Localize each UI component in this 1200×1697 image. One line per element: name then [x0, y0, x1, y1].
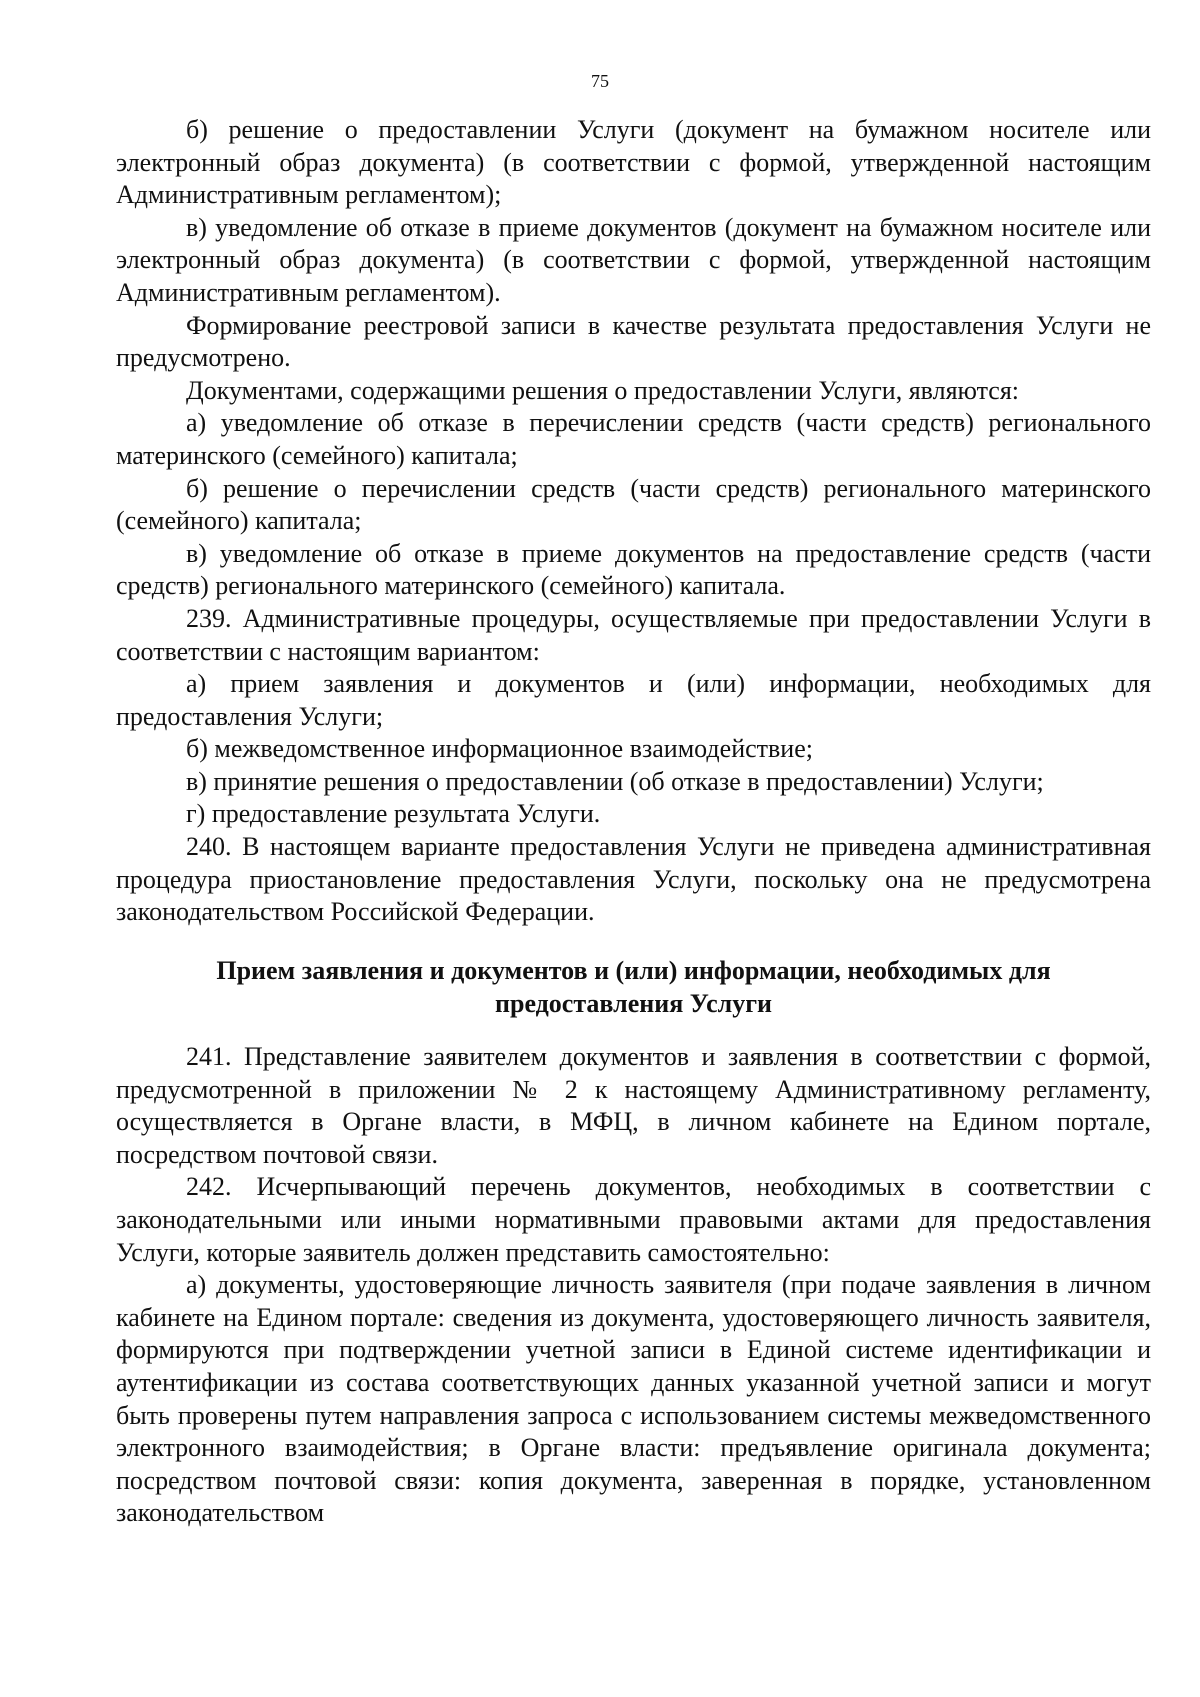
paragraph-decision-doc-a: а) уведомление об отказе в перечислении средств (части средств) регионального материнского (семейного) капитала; — [116, 408, 1151, 470]
paragraph-decision-doc-c: в) уведомление об отказе в приеме документов на предоставление средств (части средств) регионального материнского (семейного) капитала. — [116, 538, 1151, 601]
paragraph-result-decision: б) решение о предоставлении Услуги (документ на бумажном носителе или электронный образ документа) (в соответствии с формой, утвержденной настоящим Административным регламентом); — [116, 115, 1151, 210]
paragraph-241: 241. Представление заявителем документов и заявления в соответствии с формой, предусмотренной в приложении № 2 к настоящему Административному регламенту, осуществляется в Органе власти, в МФЦ, в личном кабинете на Едином портале, посредством почтовой связи. — [116, 1042, 1151, 1169]
paragraph-decision-documents-intro: Документами, содержащими решения о предоставлении Услуги, являются: — [186, 375, 1020, 405]
paragraph-239-c: в) принятие решения о предоставлении (об отказе в предоставлении) Услуги; — [186, 766, 1044, 796]
paragraph-239-d: г) предоставление результата Услуги. — [186, 799, 601, 829]
paragraph-239: 239. Административные процедуры, осуществляемые при предоставлении Услуги в соответствии с настоящим вариантом: — [116, 603, 1151, 666]
page-number: 75 — [591, 71, 609, 91]
paragraph-decision-doc-b: б) решение о перечислении средств (части средств) регионального материнского (семейного) капитала; — [116, 473, 1151, 536]
section-heading — [116, 955, 1151, 1020]
body-text-bottom — [116, 1041, 1151, 1530]
body-text-top — [116, 114, 1151, 929]
section-heading-line-2: предоставления Услуги — [495, 988, 772, 1018]
paragraph-242: 242. Исчерпывающий перечень документов, необходимых в соответствии с законодательными или иными нормативными правовыми актами для предоставления Услуги, которые заявитель должен представить самостоятельно: — [116, 1172, 1151, 1267]
section-heading-line-1: Прием заявления и документов и (или) информации, необходимых для — [216, 956, 1051, 985]
paragraph-239-b: б) межведомственное информационное взаимодействие; — [186, 734, 813, 764]
paragraph-242-a: а) документы, удостоверяющие личность заявителя (при подаче заявления в личном кабинете на Едином портале: сведения из документа, удостоверяющего личность заявителя, формируются при подтверждении учетной записи в Единой системе идентификации и аутентификации из состава соответствующих данных указанной учетной записи и могут быть проверены путем направления запроса с использованием системы межведомственного электронного взаимодействия; в Органе власти: предъявление оригинала документа; посредством почтовой связи: копия документа, заверенная в порядке, установленном законодательством — [116, 1270, 1151, 1528]
paragraph-240: 240. В настоящем варианте предоставления Услуги не приведена административная процедура приостановление предоставления Услуги, поскольку она не предусмотрена законодательством Российской Федерации. — [116, 832, 1151, 927]
paragraph-result-refusal-notice: в) уведомление об отказе в приеме документов (документ на бумажном носителе или электронный образ документа) (в соответствии с формой, утвержденной настоящим Административным регламентом). — [116, 212, 1151, 307]
paragraph-registry-record: Формирование реестровой записи в качестве результата предоставления Услуги не предусмотрено. — [116, 310, 1151, 373]
paragraph-239-a: а) прием заявления и документов и (или) информации, необходимых для предоставления Услуги; — [116, 669, 1151, 731]
